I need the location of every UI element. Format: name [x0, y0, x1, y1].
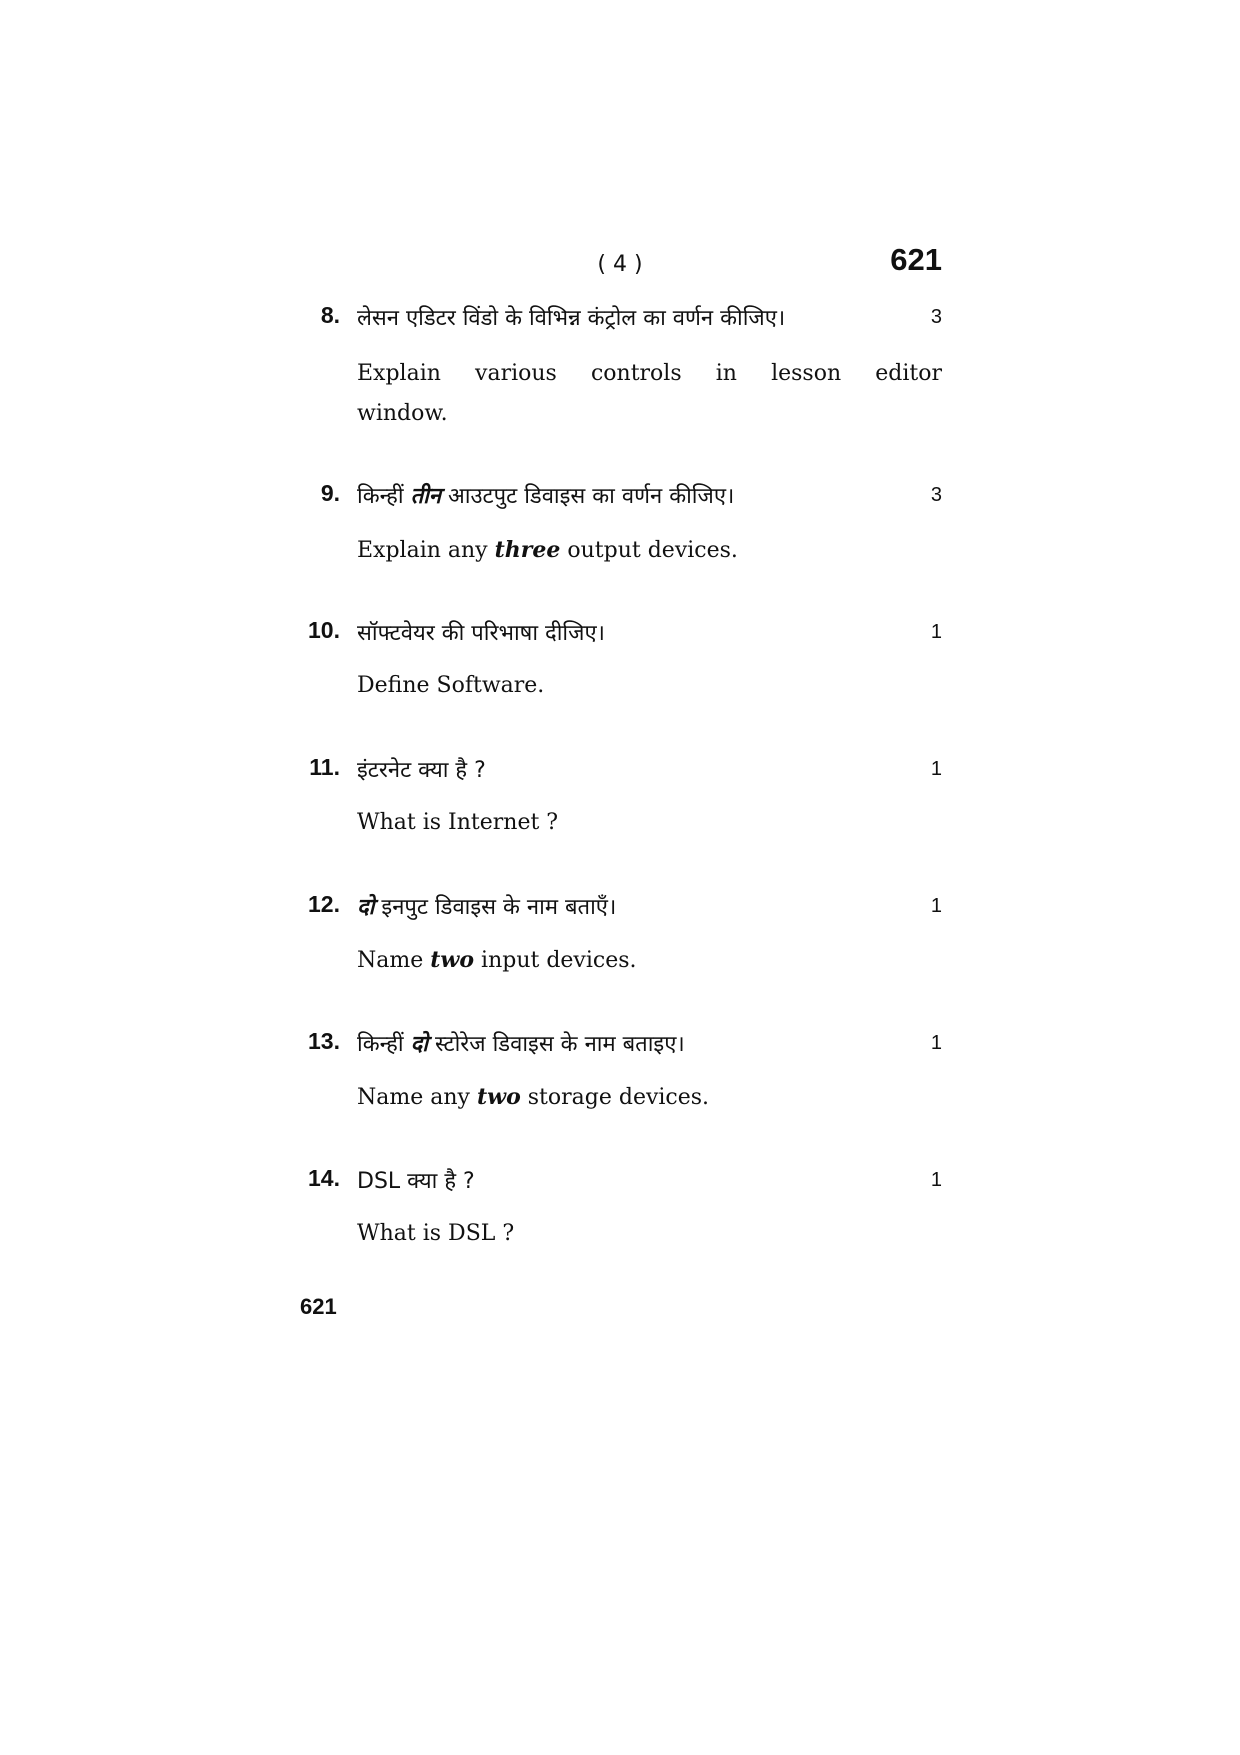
english-line-2: window.: [357, 401, 448, 426]
question-text-hindi: लेसन एडिटर विंडो के विभिन्न कंट्रोल का वर्णन कीजिए।: [357, 306, 786, 331]
question-text-hindi: इंटरनेट क्या है ?: [357, 758, 486, 783]
hindi-emphasis: दो: [357, 895, 375, 920]
english-text: storage devices.: [527, 1085, 710, 1110]
hindi-emphasis: दो: [410, 1032, 428, 1057]
question-text-english: Define Software.: [357, 673, 545, 698]
english-word: lesson: [771, 361, 842, 386]
english-word: controls: [590, 361, 682, 386]
question-number: 14.: [308, 1165, 340, 1191]
english-emphasis: two: [476, 1084, 521, 1110]
question-text-hindi: [357, 1028, 685, 1058]
english-emphasis: two: [430, 947, 475, 973]
hindi-text: स्टोरेज डिवाइस के नाम बताइए।: [434, 1032, 685, 1057]
english-emphasis: three: [494, 537, 561, 563]
hindi-emphasis: तीन: [410, 484, 442, 509]
english-word: in: [715, 361, 737, 386]
question-text-english: [357, 354, 942, 434]
question-number: 11.: [309, 754, 340, 780]
page-number: ( 4 ): [597, 252, 643, 277]
question-marks: 1: [930, 758, 942, 780]
question-marks: 3: [930, 306, 942, 328]
paper-code-footer: 621: [300, 1294, 337, 1319]
hindi-text: किन्हीं: [357, 484, 404, 509]
question-number: 9.: [320, 480, 340, 506]
question-text-english: What is Internet ?: [357, 810, 559, 835]
hindi-text: किन्हीं: [357, 1032, 404, 1057]
hindi-text: इनपुट डिवाइस के नाम बताएँ।: [381, 895, 617, 920]
question-marks: 1: [930, 621, 942, 643]
question-number: 13.: [308, 1028, 340, 1054]
english-word: various: [475, 361, 557, 386]
english-text: input devices.: [481, 948, 637, 973]
english-text: Explain any: [357, 538, 488, 563]
question-text-english: [357, 537, 738, 563]
paper-code-header: 621: [890, 242, 942, 277]
english-text: Name: [357, 948, 424, 973]
question-text-hindi: सॉफ्टवेयर की परिभाषा दीजिए।: [357, 621, 605, 646]
question-marks: 3: [930, 484, 942, 506]
question-marks: 1: [930, 895, 942, 917]
question-marks: 1: [930, 1169, 942, 1191]
question-number: 10.: [308, 617, 340, 643]
question-text-english: What is DSL ?: [357, 1221, 515, 1246]
question-text-hindi: [357, 480, 734, 510]
question-number: 8.: [320, 302, 340, 328]
question-marks: 1: [930, 1032, 942, 1054]
english-word: Explain: [357, 361, 441, 386]
hindi-text: आउटपुट डिवाइस का वर्णन कीजिए।: [448, 484, 735, 509]
question-text-english: [357, 947, 637, 973]
question-text-english: [357, 1084, 709, 1110]
english-text: Name any: [357, 1085, 470, 1110]
english-word: editor: [875, 361, 942, 386]
question-text-hindi: DSL क्या है ?: [357, 1169, 475, 1194]
english-text: output devices.: [567, 538, 738, 563]
question-number: 12.: [308, 891, 340, 917]
question-text-hindi: [357, 891, 616, 921]
